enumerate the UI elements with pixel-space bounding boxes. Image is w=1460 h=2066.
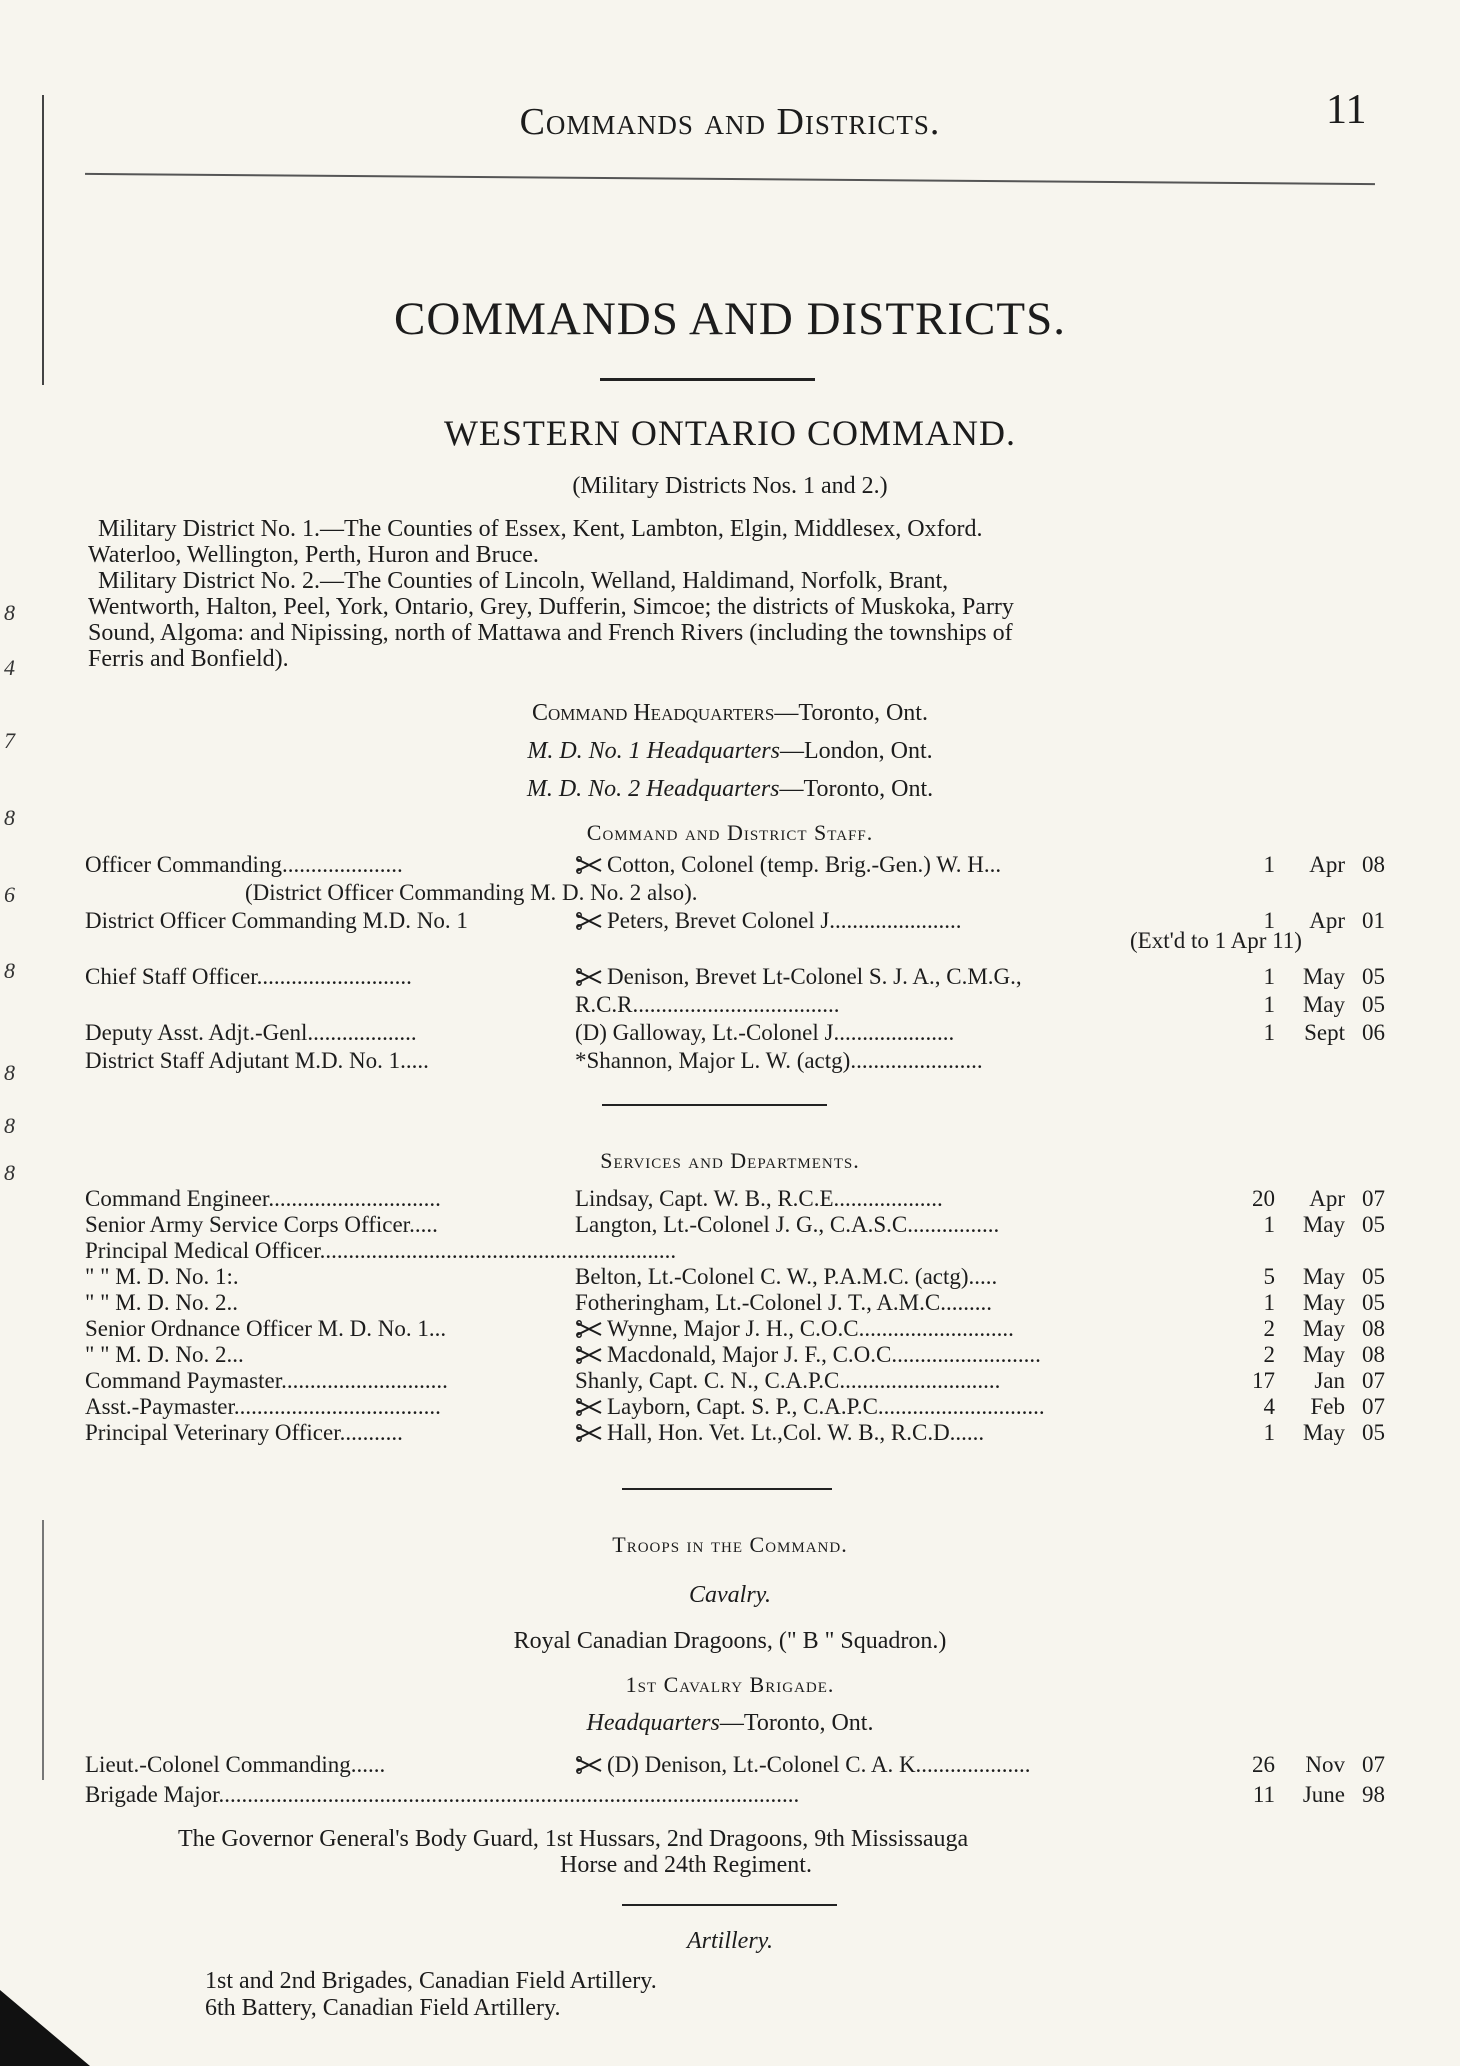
date-month: Feb [1310, 1394, 1345, 1419]
appointment-title: Deputy Asst. Adjt.-Genl................... [85, 1020, 417, 1045]
officer-name: Fotheringham, Lt.-Colonel J. T., A.M.C......... [575, 1290, 992, 1315]
officer-name: (D) Galloway, Lt.-Colonel J..................... [575, 1020, 955, 1045]
hq-label: Command Headquarters [532, 700, 775, 726]
appointment-title: District Staff Adjutant M.D. No. 1..... [85, 1048, 429, 1073]
crossed-swords-icon [575, 1320, 603, 1338]
district-description-line: Wentworth, Halton, Peel, York, Ontario, Grey, Dufferin, Simcoe; the districts of Muskoka, Parry [88, 594, 1014, 620]
margin-mark: 8 [4, 600, 15, 625]
officer-name-cell [575, 852, 1239, 878]
appointment-title: Principal Veterinary Officer........... [85, 1420, 403, 1445]
date-month: Sept [1304, 1020, 1345, 1045]
officer-name-cell [575, 1212, 1239, 1238]
date-month: Apr [1309, 1186, 1345, 1211]
date-year: 07 [1362, 1186, 1385, 1211]
officer-name-cell [575, 1048, 1239, 1074]
officer-name-cell [575, 992, 1239, 1018]
appointment-row [85, 1020, 1385, 1048]
officer-name: Denison, Brevet Lt-Colonel S. J. A., C.M.G., [607, 964, 1022, 989]
district-description-line: Sound, Algoma: and Nipissing, north of Mattawa and French Rivers (including the townships of [88, 620, 1013, 646]
date-month: May [1302, 1420, 1345, 1445]
header-rule [85, 173, 1375, 185]
officer-name-cell [575, 1420, 1239, 1446]
extension-note: (Ext'd to 1 Apr 11) [1130, 928, 1302, 953]
margin-mark: 8 [4, 1060, 15, 1085]
date-year: 08 [1362, 1342, 1385, 1367]
officer-name: Lindsay, Capt. W. B., R.C.E................... [575, 1186, 943, 1211]
artillery-heading: Artillery. [687, 1928, 773, 1954]
page-number: 11 [1326, 87, 1367, 133]
crossed-swords-icon [575, 1398, 603, 1416]
officer-name: *Shannon, Major L. W. (actg)....................... [575, 1048, 983, 1073]
title-rule [600, 378, 815, 381]
appointment-title: Command Paymaster............................. [85, 1368, 448, 1393]
date-year: 08 [1362, 852, 1385, 877]
date-day: 11 [1252, 1782, 1275, 1807]
date-year: 98 [1362, 1782, 1385, 1807]
officer-name: R.C.R.................................... [575, 992, 840, 1017]
command-subtitle: (Military Districts Nos. 1 and 2.) [572, 473, 888, 499]
officer-name-cell [575, 1342, 1239, 1368]
date-month: May [1302, 992, 1345, 1017]
officer-name: Langton, Lt.-Colonel J. G., C.A.S.C................ [575, 1212, 1000, 1237]
appointment-row [85, 1752, 1385, 1780]
date-day: 1 [1263, 1420, 1275, 1445]
crossed-swords-icon [575, 968, 603, 986]
appointment-row [85, 852, 1385, 880]
officer-name: (D) Denison, Lt.-Colonel C. A. K.................... [607, 1752, 1031, 1777]
date-day: 26 [1252, 1752, 1275, 1777]
margin-mark: 6 [4, 882, 15, 907]
date-month: May [1302, 1212, 1345, 1237]
date-year: 05 [1362, 1420, 1385, 1445]
appointment-row [85, 1186, 1385, 1214]
date-month: June [1302, 1782, 1345, 1807]
command-headquarters [0, 700, 1460, 727]
officer-name-cell [575, 1186, 1239, 1212]
appointment-title: Chief Staff Officer........................... [85, 964, 412, 989]
appointment-row [85, 1048, 1385, 1076]
date-day: 1 [1263, 992, 1275, 1017]
margin-mark: 8 [4, 1160, 15, 1185]
margin-mark: 8 [4, 1113, 15, 1138]
appointment-row [85, 1212, 1385, 1240]
date-year: 05 [1362, 1290, 1385, 1315]
date-day: 1 [1263, 1020, 1275, 1045]
hq-place: —London, Ont. [779, 738, 933, 764]
officer-name-cell [575, 1264, 1239, 1290]
date-year: 01 [1362, 908, 1385, 933]
officer-name-cell [575, 1752, 1239, 1778]
officer-name-cell [575, 1394, 1239, 1420]
officer-name: Layborn, Capt. S. P., C.A.P.C............................. [607, 1394, 1045, 1419]
district-description-line: Military District No. 2.—The Counties of Lincoln, Welland, Haldimand, Norfolk, Brant, [98, 568, 949, 594]
appointment-row [85, 964, 1385, 992]
appointment-title: " " M. D. No. 1:. [85, 1264, 239, 1289]
appointment-row [85, 880, 1385, 908]
appointment-title: Principal Medical Officer.............................................................. [85, 1238, 677, 1263]
date-day: 2 [1263, 1316, 1275, 1341]
appointment-title: " " M. D. No. 2... [85, 1342, 244, 1367]
appointment-row [85, 1782, 1385, 1810]
appointment-title: Brigade Major..................................................................................................... [85, 1782, 800, 1807]
officer-name-cell [575, 1368, 1239, 1394]
date-year: 07 [1362, 1394, 1385, 1419]
margin-mark: 8 [4, 958, 15, 983]
date-year: 05 [1362, 1264, 1385, 1289]
brigade-units-line: Horse and 24th Regiment. [560, 1852, 812, 1878]
date-year: 05 [1362, 992, 1385, 1017]
date-day: 5 [1263, 1264, 1275, 1289]
appointment-row [85, 1394, 1385, 1422]
appointment-row [85, 1264, 1385, 1292]
date-day: 1 [1263, 964, 1275, 989]
appointment-title: Senior Ordnance Officer M. D. No. 1... [85, 1316, 447, 1341]
date-day: 1 [1263, 1290, 1275, 1315]
date-day: 1 [1263, 1212, 1275, 1237]
appointment-row [85, 1290, 1385, 1318]
artillery-line: 1st and 2nd Brigades, Canadian Field Artillery. [205, 1968, 657, 1994]
crossed-swords-icon [575, 1424, 603, 1442]
date-year: 05 [1362, 1212, 1385, 1237]
hq-label: Headquarters [586, 1710, 720, 1736]
margin-mark: 8 [4, 805, 15, 830]
officer-name: Peters, Brevet Colonel J....................... [607, 908, 962, 933]
date-month: May [1302, 1264, 1345, 1289]
district-description-line: Waterloo, Wellington, Perth, Huron and Bruce. [88, 542, 539, 568]
appointment-title: Lieut.-Colonel Commanding...... [85, 1752, 386, 1777]
date-day: 20 [1252, 1186, 1275, 1211]
officer-name: Shanly, Capt. C. N., C.A.P.C............................ [575, 1368, 1001, 1393]
date-day: 2 [1263, 1342, 1275, 1367]
brigade-units-line: The Governor General's Body Guard, 1st Hussars, 2nd Dragoons, 9th Mississauga [178, 1826, 969, 1852]
date-year: 08 [1362, 1316, 1385, 1341]
officer-name-cell [575, 1290, 1239, 1316]
appointment-title: " " M. D. No. 2.. [85, 1290, 238, 1315]
officer-name: Belton, Lt.-Colonel C. W., P.A.M.C. (actg)..... [575, 1264, 998, 1289]
section-rule [622, 1488, 832, 1490]
cavalry-heading: Cavalry. [689, 1582, 771, 1608]
running-head: Commands and Districts. [519, 101, 941, 143]
district-description-line: Military District No. 1.—The Counties of Essex, Kent, Lambton, Elgin, Middlesex, Oxford. [98, 516, 983, 542]
margin-mark: 4 [4, 655, 15, 680]
appointment-row [85, 1316, 1385, 1344]
appointment-row [85, 1342, 1385, 1370]
district-description-line: Ferris and Bonfield). [88, 646, 289, 672]
crossed-swords-icon [575, 1756, 603, 1774]
officer-name: Wynne, Major J. H., C.O.C........................... [607, 1316, 1014, 1341]
date-year: 07 [1362, 1368, 1385, 1393]
brigade-heading: 1st Cavalry Brigade. [625, 1672, 835, 1697]
page-title: COMMANDS AND DISTRICTS. [394, 293, 1066, 345]
md1-headquarters [0, 738, 1460, 765]
date-day: 1 [1263, 908, 1275, 933]
command-title: WESTERN ONTARIO COMMAND. [443, 413, 1017, 453]
margin-mark: 7 [4, 728, 15, 753]
officer-name: Macdonald, Major J. F., C.O.C.......................... [607, 1342, 1041, 1367]
hq-place: —Toronto, Ont. [779, 776, 934, 802]
crossed-swords-icon [575, 856, 603, 874]
appointment-title: Asst.-Paymaster.................................... [85, 1394, 441, 1419]
hq-place: —Toronto, Ont. [719, 1710, 874, 1736]
date-day: 17 [1252, 1368, 1275, 1393]
officer-name-cell [575, 964, 1239, 990]
appointment-title: Command Engineer.............................. [85, 1186, 441, 1211]
services-heading: Services and Departments. [600, 1148, 860, 1173]
date-month: Apr [1309, 908, 1345, 933]
section-rule [602, 1104, 827, 1106]
page-corner-shadow [0, 1990, 90, 2066]
officer-name: Cotton, Colonel (temp. Brig.-Gen.) W. H... [607, 852, 1002, 877]
artillery-line: 6th Battery, Canadian Field Artillery. [205, 1995, 561, 2021]
appointment-row [85, 1238, 1385, 1266]
date-month: May [1302, 1342, 1345, 1367]
date-year: 07 [1362, 1752, 1385, 1777]
date-month: Jan [1314, 1368, 1345, 1393]
date-month: May [1302, 1316, 1345, 1341]
appointment-row [85, 992, 1385, 1020]
officer-name-cell [575, 1316, 1239, 1342]
date-day: 1 [1263, 852, 1275, 877]
md2-headquarters [0, 776, 1460, 803]
brigade-headquarters [0, 1710, 1460, 1737]
crossed-swords-icon [575, 1346, 603, 1364]
appointment-title: (District Officer Commanding M. D. No. 2 also). [245, 880, 698, 905]
date-day: 4 [1263, 1394, 1275, 1419]
date-year: 06 [1362, 1020, 1385, 1045]
officer-name-cell [575, 1020, 1239, 1046]
officer-name: Hall, Hon. Vet. Lt.,Col. W. B., R.C.D...... [607, 1420, 985, 1445]
appointment-row [85, 1368, 1385, 1396]
hq-place: —Toronto, Ont. [774, 700, 928, 726]
appointment-row [85, 1420, 1385, 1448]
appointment-title: District Officer Commanding M.D. No. 1 [85, 908, 468, 933]
section-rule [622, 1904, 837, 1906]
troops-heading: Troops in the Command. [612, 1532, 848, 1557]
hq-label: M. D. No. 1 Headquarters [527, 738, 780, 764]
hq-label: M. D. No. 2 Headquarters [526, 776, 780, 802]
date-month: May [1302, 1290, 1345, 1315]
date-month: Apr [1309, 852, 1345, 877]
appointment-title: Officer Commanding..................... [85, 852, 403, 877]
staff-heading: Command and District Staff. [586, 820, 874, 845]
cavalry-unit: Royal Canadian Dragoons, (" B " Squadron.) [513, 1628, 947, 1654]
date-month: Nov [1305, 1752, 1345, 1777]
date-year: 05 [1362, 964, 1385, 989]
appointment-title: Senior Army Service Corps Officer..... [85, 1212, 438, 1237]
date-month: May [1302, 964, 1345, 989]
crossed-swords-icon [575, 912, 603, 930]
